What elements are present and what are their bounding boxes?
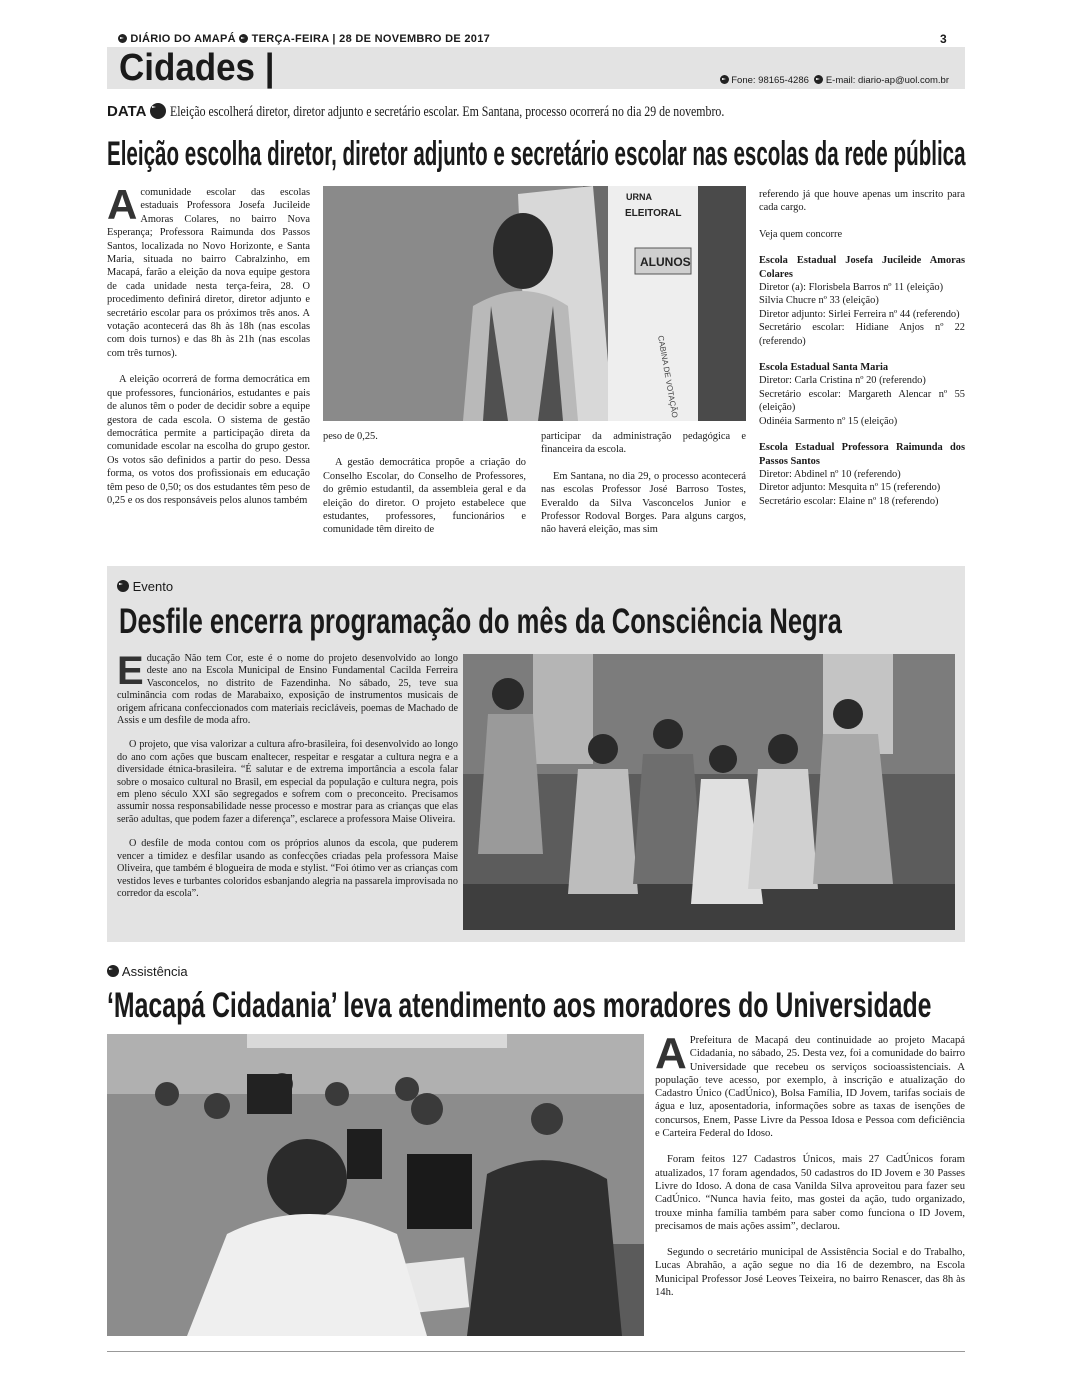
bullet-icon bbox=[118, 34, 127, 43]
page-number: 3 bbox=[940, 32, 947, 46]
article1-c4p2: Veja quem concorre bbox=[759, 228, 843, 240]
article1-col4 bbox=[759, 188, 965, 508]
article3-p2: Foram feitos 127 Cadastros Únicos, mais 27 CadÚnicos foram atualizados, 17 foram agendados, 50 cadastros do ID Jovem e 30 Passes Livre do Idoso. A dona de casa Vanilda Silva aproveitou para fazer seu CadÚnico. “Nunca havia feito, mas gostei da ação, tudo organizado, trouxe minha família também para saber como funciona o ID Jovem, precisamos de mais ações assim”, declarou. bbox=[655, 1154, 965, 1232]
masthead-line: DIÁRIO DO AMAPÁ TERÇA-FEIRA | 28 DE NOVEMBRO DE 2017 bbox=[118, 33, 490, 45]
candidate-line: Diretor adjunto: Sirlei Ferreira nº 44 (referendo) bbox=[759, 308, 960, 320]
paper-name: DIÁRIO DO AMAPÁ bbox=[130, 33, 236, 45]
article1-col1 bbox=[107, 181, 310, 520]
dropcap: A bbox=[107, 181, 138, 228]
school-name: Escola Estadual Josefa Jucileide Amoras Colares bbox=[759, 255, 965, 280]
candidate-line: Silvia Chucre nº 33 (eleição) bbox=[759, 295, 879, 307]
issue-date: 28 DE NOVEMBRO DE 2017 bbox=[339, 33, 491, 45]
section-title: Cidades | bbox=[119, 47, 275, 89]
dropcap: E bbox=[117, 649, 144, 693]
article2-p3: O desfile de moda contou com os próprios alunos da escola, que puderem vencer a timidez e desfilar usando as confecções criadas pela professora Maise Oliveira, que também é blogueira de moda e stylist. “Foi ótimo ver as crianças com vestidos leves e turbantes coloridos esbanjando alegria na passarela improvisada no corredor da escola”. bbox=[117, 838, 458, 899]
article1-headline: Eleição escolha diretor, diretor adjunto e secretário escolar nas escolas da rede pública bbox=[107, 135, 966, 173]
photo-label-eleitoral: ELEITORAL bbox=[625, 208, 682, 219]
article1-c2p1: peso de 0,25. bbox=[323, 431, 378, 442]
service-photo bbox=[107, 1034, 644, 1336]
article1-c2p2: A gestão democrática propõe a criação do Conselho Escolar, do Conselho de Professores, do grêmio estudantil, da assembleia geral e da eleição do diretor. O projeto estabelece que estudantes, professores, funcionários e comunidade têm direito de bbox=[323, 457, 526, 536]
article3-p3: Segundo o secretário municipal de Assistência Social e do Trabalho, Lucas Abrahão, a ação segue no dia 16 de dezembro, na Escola Municipal Professor José Leoves Teixeira, no bairro Renascer, das 8h às 14h. bbox=[655, 1247, 965, 1299]
article2-kicker-line bbox=[117, 579, 173, 594]
dropcap: A bbox=[655, 1029, 687, 1078]
article1-c3p1: participar da administração pedagógica e financeira da escola. bbox=[541, 431, 746, 456]
article1-p2: A eleição ocorrerá de forma democrática em que professores, funcionários, estudantes e pais de alunos têm o poder de decidir sobre a equipe gestora de cada escola. O sistema de gestão democrática permite a participação direta da comunidade escolar na escolha do grupo gestor. Os votos são definidos a partir do peso. Dessa forma, os votos dos profissionais em educação têm peso de 0,50; os dos estudantes têm peso de 0,25 e os dos responsáveis pelos alunos também bbox=[107, 374, 310, 506]
arrow-icon bbox=[107, 965, 119, 977]
article2-text bbox=[117, 649, 458, 913]
section-bar bbox=[107, 47, 965, 89]
article2-p2: O projeto, que visa valorizar a cultura afro-brasileira, foi desenvolvido ao longo do ano com ações que buscam enaltecer, respeitar e resgatar a cultura negra e a diversidade étnica-brasileira. “É salutar e de extrema importância a escola falar sobre o mosaico cultural no Brasil, em especial da população e cultura negra, pois em pleno século XXI são segregados e sofrem com o preconceito. Precisamos assumir nossa responsabilidade nesse processo e mostrar para as crianças que elas serão adultas, que podem fazer a diferença”, esclarece a professora Maise Oliveira. bbox=[117, 739, 458, 825]
email-icon bbox=[814, 75, 823, 84]
article3-headline: ‘Macapá Cidadania’ leva atendimento aos moradores do Universidade bbox=[107, 986, 932, 1025]
article3-p1: Prefeitura de Macapá deu continuidade ao projeto Macapá Cidadania, no sábado, 25. Desta vez, foi a comunidade do bairro Universidade que recebeu os serviços socioassistenciais. A população teve acesso, por exemplo, à inscrição e atualização do Cadastro Único (CadÚnico), Bolsa Família, ID Jovem, tarifas sociais de água e luz, aposentadoria, informações sobre as taxas de isenções de concursos, Enem, Passe Livre da Pessoa Idosa e Pessoa com deficiência e Carteira Federal do Idoso. bbox=[655, 1035, 965, 1140]
article1-p1: comunidade escolar das escolas estaduais Professora Josefa Jucileide Amoras Colares, no bairro Nova Esperança; Professora Raimunda dos Passos Santos, localizada no Novo Horizonte, e Santa Maria, situada no bairro Cabralzinho, em Macapá, farão a eleição da nova equipe gestora de cada unidade nesta terça-feira, 28. O procedimento definirá diretor, diretor adjunto e secretário escolar para os próximos três anos. A votação acontecerá das 8h às 18h (nas escolas com dois turnos) e das 8h às 21h (nas escolas com três turnos). bbox=[107, 187, 310, 359]
school-name: Escola Estadual Santa Maria bbox=[759, 362, 889, 374]
article1-c3p2: Em Santana, no dia 29, o processo acontecerá nas escolas Professor José Barroso Tostes, Everaldo da Silva Vasconcelos Junior e Professor Rodoval Borges. Para alguns cargos, não haverá eleição, mas sim bbox=[541, 470, 746, 536]
article1-kicker: DATA bbox=[107, 103, 147, 120]
candidate-line: Diretor: Abdinel nº 10 (referendo) bbox=[759, 468, 901, 480]
article2-headline: Desfile encerra programação do mês da Consciência Negra bbox=[119, 602, 842, 641]
article1-deck: Eleição escolherá diretor, diretor adjunto e secretário escolar. Em Santana, processo ocorrerá no dia 29 de novembro. bbox=[170, 104, 725, 120]
article2-p1: ducação Não tem Cor, este é o nome do projeto desenvolvido ao longo deste ano na Escola Municipal de Ensino Fundamental Cacilda Ferreira Vasconcelos, no distrito de Fazendinha. No sábado, 25, teve sua culminância com rodas de Marabaixo, exposição de instrumentos musicais de origem africana confeccionados com materiais recicláveis, poemas de Machado de Assis e um desfile de moda afro. bbox=[117, 653, 458, 727]
photo-label-urna: URNA bbox=[626, 192, 652, 202]
arrow-icon bbox=[117, 580, 129, 592]
bullet-icon bbox=[239, 34, 248, 43]
candidate-line: Secretário escolar: Hidiane Anjos nº 22 (referendo) bbox=[759, 322, 965, 347]
candidate-line: Secretário escolar: Margareth Alencar nº 55 (eleição) bbox=[759, 388, 965, 414]
email: E-mail: diario-ap@uol.com.br bbox=[825, 75, 949, 86]
weekday: TERÇA-FEIRA bbox=[251, 33, 330, 45]
phone-icon bbox=[720, 75, 729, 84]
article1-c4p1: referendo já que houve apenas um inscrito para cada cargo. bbox=[759, 189, 965, 214]
phone: Fone: 98165-4286 bbox=[731, 75, 809, 86]
article3-kicker: Assistência bbox=[121, 964, 188, 979]
candidate-line: Odinéia Sarmento nº 15 (eleição) bbox=[759, 415, 898, 427]
article2-kicker: Evento bbox=[132, 579, 174, 594]
photo-label-cabina: CABINA DE VOTAÇÃO bbox=[656, 334, 680, 419]
article3-kicker-line bbox=[107, 964, 188, 979]
candidate-line: Diretor (a): Florisbela Barros nº 11 (eleição) bbox=[759, 282, 944, 294]
article1-col3 bbox=[541, 430, 746, 550]
school-name: Escola Estadual Professora Raimunda dos Passos Santos bbox=[759, 442, 965, 467]
article3-text bbox=[655, 1029, 965, 1312]
candidate-line: Diretor: Carla Cristina nº 20 (referendo) bbox=[759, 375, 926, 387]
candidate-line: Diretor adjunto: Mesquita nº 15 (referendo) bbox=[759, 482, 941, 494]
event-box bbox=[107, 566, 965, 942]
photo-label-alunos: ALUNOS bbox=[640, 255, 691, 269]
article1-deck-line bbox=[107, 103, 977, 121]
arrow-icon bbox=[150, 103, 166, 119]
bottom-rule bbox=[107, 1351, 965, 1352]
ballot-photo bbox=[323, 186, 746, 421]
article1-col2 bbox=[323, 430, 526, 550]
fashion-show-photo bbox=[463, 654, 955, 930]
candidate-line: Secretário escolar: Elaine nº 18 (referendo) bbox=[759, 495, 939, 507]
contact-line bbox=[720, 75, 949, 86]
